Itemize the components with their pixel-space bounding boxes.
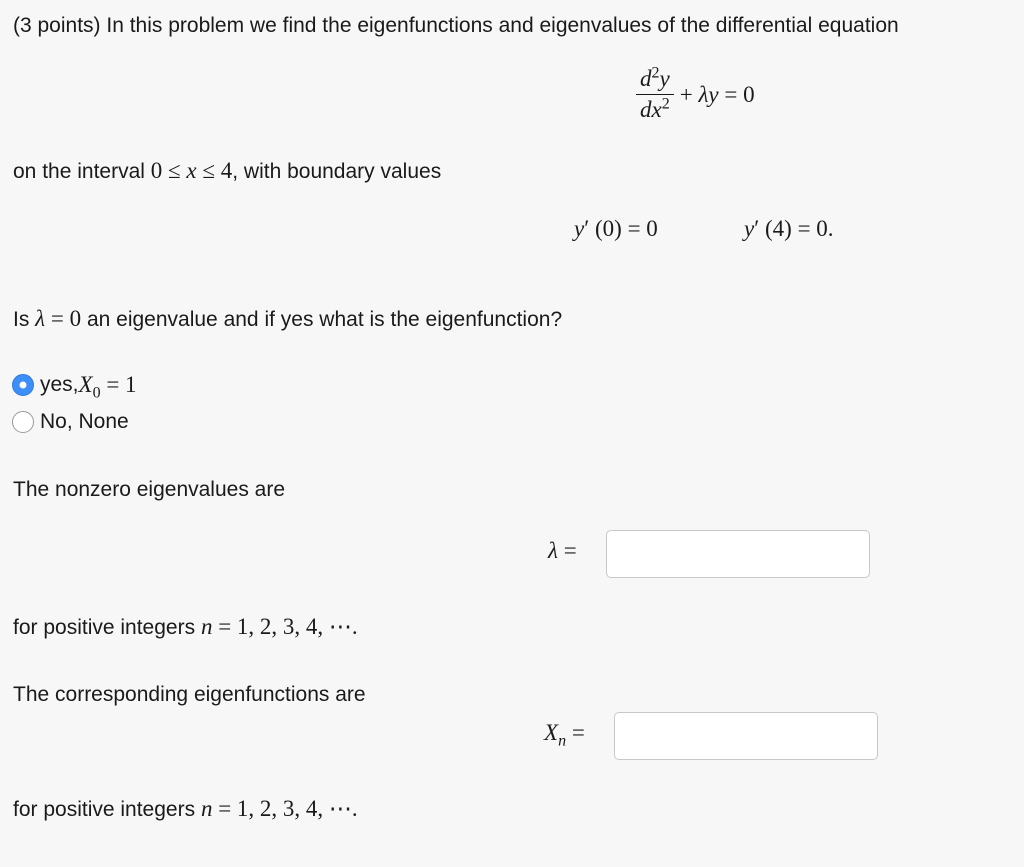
option-no[interactable] — [12, 410, 129, 434]
positive-integers-line-2: for positive integers n = 1, 2, 3, 4, ⋯. — [13, 796, 358, 821]
lambda-input-label: λ = — [548, 538, 577, 563]
interval-line: on the interval 0 ≤ x ≤ 4, with boundary values — [13, 158, 442, 183]
boundary-condition-right: y′ (4) = 0. — [744, 216, 834, 241]
lambda-answer-input[interactable] — [606, 530, 870, 578]
equation-rest: + λy = 0 — [679, 81, 755, 107]
option-yes[interactable] — [12, 372, 137, 402]
boundary-condition-left: y′ (0) = 0 — [574, 216, 658, 241]
xn-answer-input[interactable] — [614, 712, 878, 760]
option-yes-label: yes, — [40, 373, 79, 396]
fraction-numerator: $d^2y$ — [636, 66, 674, 95]
derivative-fraction — [636, 66, 674, 123]
fraction-denominator: $dx^2$ — [640, 95, 670, 122]
eigenvalue-question: Is λ = 0 an eigenvalue and if yes what is the eigenfunction? — [13, 306, 563, 331]
option-no-label: No, None — [40, 410, 129, 433]
radio-no[interactable] — [12, 411, 34, 433]
problem-intro: (3 points) In this problem we find the eigenfunctions and eigenvalues of the differential equation — [13, 14, 899, 37]
radio-yes[interactable] — [12, 374, 34, 396]
option-yes-math: $X_0 = 1$ — [78, 372, 137, 402]
eigenfunctions-label: The corresponding eigenfunctions are — [13, 683, 366, 706]
eigenvalues-label: The nonzero eigenvalues are — [13, 478, 286, 501]
xn-input-label: $X_n$ = — [544, 720, 585, 750]
differential-equation — [636, 66, 755, 123]
positive-integers-line-1: for positive integers n = 1, 2, 3, 4, ⋯. — [13, 614, 358, 639]
